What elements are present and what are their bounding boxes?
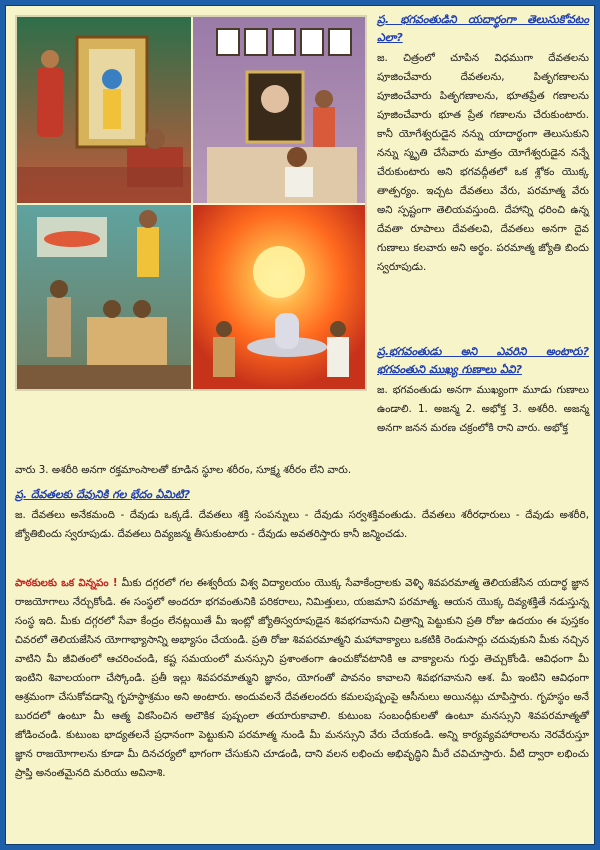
illustration-painting xyxy=(15,15,367,391)
q2-answer-part2: వారు 3. అశరీరి అనగా రక్తమాంసాలతో కూడిన స్థూల శరీరం, సూక్ష్మ శరీరం లేని వారు. xyxy=(15,464,352,476)
q3-question: ప్ర. దేవతలకు దేవునికి గల భేదం ఏమిటి? xyxy=(15,488,190,501)
q1-answer: జ. చిత్రంలో చూపిన విధముగా దేవతలను పూజించేవారు దేవతలను, పితృగణాలను పూజించేవారు పితృగణాలను, భూతప్రేత గణాలను పూజించేవారు భూత ప్రేత గణాలను చేరుకుంటారు. కానీ యోగేశ్వరుడైన నన్ను యాదార్థంగా తెలుసుకుని నన్ను స్మృతి చేసేవారు మాత్రం యోగేశ్వరుడైన నన్నే చేరుకుంటారు అని భగవద్గీతలో ఒక శ్లోకం యొక్క తాత్పర్యం. ఇచ్చట దేవతలు వేరు, పరమాత్మ వేరు అని స్పష్టంగా తెలియవస్తుంది. దేహాన్ని ధరించి ఉన్న దేవతా రూపాలు దేవతలవి, దేవతలు అనగా దైవ గుణాలు కలవారు అని అర్థం. పరమాత్మ జ్యోతి బిందు స్వరూపుడు. xyxy=(377,52,589,273)
q1-question: ప్ర. భగవంతుడిని యదార్థంగా తెలుసుకోవటం ఎలా? xyxy=(377,13,589,44)
q2-answer-continued xyxy=(15,461,589,480)
q1-block xyxy=(377,11,589,277)
q2-question: ప్ర.భగవంతుడు అని ఎవరిని అంటారు? భగవంతుని ముఖ్య గుణాలు ఏవి? xyxy=(377,345,589,376)
q3-block xyxy=(15,486,589,544)
page xyxy=(5,5,595,845)
reader-note xyxy=(15,574,589,783)
q2-block xyxy=(377,343,589,438)
painting-svg xyxy=(17,17,365,389)
reader-note-body: మీకు దగ్గరలో గల ఈశ్వరీయ విశ్వ విద్యాలయం యొక్క సేవాకేంద్రాలకు వెళ్ళి శివపరమాత్మ తెలియజేసిన యదార్థ జ్ఞాన రాజయోగాలు నేర్చుకోండి. ఈ సంస్థలో అందరూ భగవంతునికి పరికరాలు, నిమిత్తులు, యజమాని పరమాత్మ. ఆయన యొక్క దివ్యశక్తితే నడుస్తున్న సంస్థ ఇది. మీకు దగ్గరలో సేవా కేంద్రం లేనట్లయితే మీ ఇంట్లో జ్యోతిస్వరూపుడైన శివభగవానుని చిత్రాన్ని పెట్టుకుని ప్రతి రోజు ఉదయం ఈ పుస్తకం చివరలో తెలియజేసిన యోగాభ్యాసాన్ని అభ్యాసం చేయండి. ప్రతి రోజు శివపరమాత్మని మహావాక్యాలు ఒకటికి రెండుసార్లు చదువుకుని మీకు నచ్చిన వాటిని మీ జీవితంలో ఆచరించండి, కష్ట సమయంలో మనస్సుని ప్రశాంతంగా ఉంచుకోవటానికి ఆ వాక్యాలను గుర్తు తెచ్చుకోండి. ఆవిధంగా మీ ఇంటిని శివాలయంగా చేస్కోండి. ప్రతీ ఇల్లు శివపరమాత్ముని జ్ఞానం, యోగంతో పావనం కావాలని శివభగవానుని ఆశ. మీ ఇంటిని ఆవిధంగా ఆశ్రమంగా చేసుకోవడాన్ని గృహస్థాశ్రమం అని అంటారు. అందువలనే దేవతలందరు కమలపుష్పంపై ఆసీనులు అయినట్లు చూపిస్తారు. గృహస్థం అనే బురదలో ఉంటూ మీ ఆత్మ వికసించిన అలౌకిక పుష్పంలా తయారుకావాలి. కుటుంబ సంబంధీకులతో ఉంటూ మనస్సుని శివపరమాత్మతో జోడించండి. కుటుంబ భాద్యతలనే ప్రధానంగా పెట్టుకుని పరమాత్మ నుండి మీ మనస్సుని వేరు చేయకండి. అన్ని కార్యవ్యవహారాలను నెరవేరుస్తూ జ్ఞాన రాజయోగాలను కూడా మీ దినచర్యలో భాగంగా చేసుకుని చూడండి, దాని వలన లభించు అభివృద్ధిని మీరే చవిచూస్తారు. వీటి ద్వారా లభించు ప్రాప్తి అనంతమైనది మరియు అవినాశి. xyxy=(15,577,590,779)
q2-answer-part1: జ. భగవంతుడు అనగా ముఖ్యంగా మూడు గుణాలు ఉండాలి. 1. అజన్మ 2. అభోక్త 3. అశరీరి. అజన్మ అనగా జనన మరణ చక్రంలోకి రాని వారు. అభోక్త xyxy=(377,384,589,434)
q3-answer: జ. దేవతలు అనేకమంది - దేవుడు ఒక్కడే. దేవతలు శక్తి సంపన్నులు - దేవుడు సర్వశక్తివంతుడు. దేవతలు శరీరధారులు - దేవుడు అశరీరి, జ్యోతిబిందు స్వరూపుడు. దేవతలు దివ్యజన్మ తీసుకుంటారు - దేవుడు అవతరిస్తారు కానీ జన్మించడు. xyxy=(15,509,589,540)
reader-note-heading: పాఠకులకు ఒక విన్నపం ! xyxy=(15,577,118,589)
